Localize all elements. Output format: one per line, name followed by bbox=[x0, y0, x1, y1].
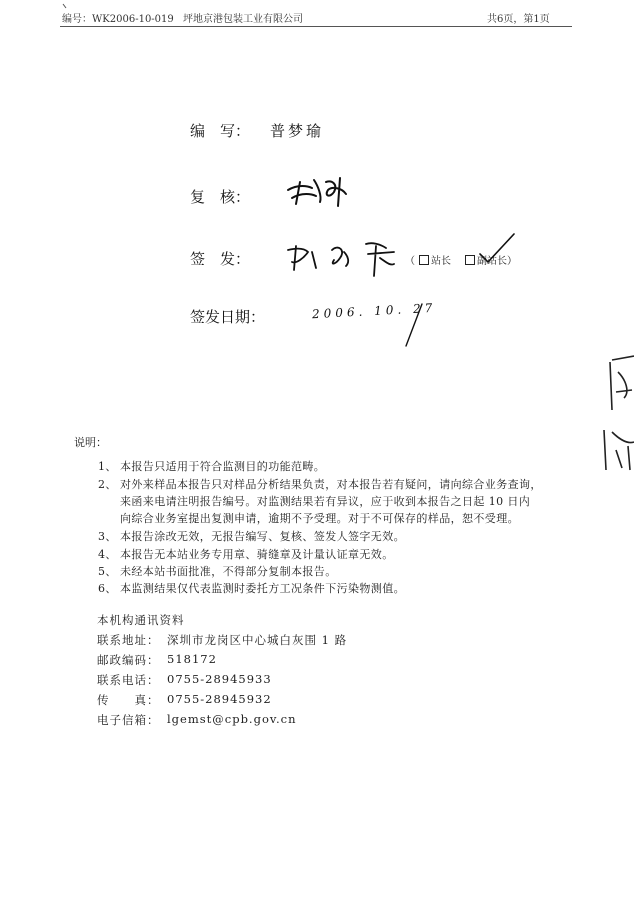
contact-address: 联系地址： 深圳市龙岗区中心城白灰围 1 路 bbox=[97, 633, 348, 647]
compiler-label: 编 写： bbox=[190, 122, 251, 140]
contact-postal: 邮政编码： 518172 bbox=[97, 652, 217, 667]
company-name: 坪地京港包装工业有限公司 bbox=[183, 14, 303, 25]
issuer-label: 签 发： bbox=[190, 250, 251, 268]
deputy-head-label: 副站长 bbox=[477, 256, 507, 267]
options-open: （ bbox=[405, 256, 415, 267]
compiler-name: 普梦瑜 bbox=[270, 122, 325, 140]
contact-phone: 联系电话： 0755-28945933 bbox=[97, 672, 272, 687]
header-rule bbox=[60, 26, 572, 27]
doc-number: 编号：WK2006-10-019 bbox=[62, 14, 174, 25]
options-close: ） bbox=[507, 256, 517, 267]
note-item: 1、 本报告只适用于符合监测目的功能范畴。 bbox=[98, 460, 326, 473]
contact-fax: 传 真： 0755-28945932 bbox=[97, 692, 272, 707]
page-info: 共6页，第1页 bbox=[487, 14, 550, 25]
note-item: 3、 本报告涂改无效，无报告编写、复核、签发人签字无效。 bbox=[98, 530, 405, 543]
notes-title: 说明： bbox=[74, 436, 107, 449]
issuer-signature bbox=[282, 236, 407, 280]
email-link[interactable]: lgemst@cpb.gov.cn bbox=[167, 712, 297, 726]
note-item: 5、 未经本站书面批准，不得部分复制本报告。 bbox=[98, 565, 337, 578]
note-item-continuation: 向综合业务室提出复测申请，逾期不予受理。对于不可保存的样品，恕不受理。 bbox=[120, 512, 519, 525]
date-label: 签发日期： bbox=[190, 308, 266, 326]
station-head-label: 站长 bbox=[431, 256, 451, 267]
station-head-checkbox[interactable] bbox=[419, 255, 429, 265]
note-item: 6、 本监测结果仅代表监测时委托方工况条件下污染物测值。 bbox=[98, 582, 405, 595]
note-item: 4、 本报告无本站业务专用章、骑缝章及计量认证章无效。 bbox=[98, 548, 394, 561]
deputy-head-checkbox[interactable] bbox=[465, 255, 475, 265]
issue-date: 2006. 10. 27 bbox=[311, 300, 437, 322]
issuer-role-options bbox=[405, 252, 517, 267]
contact-email: 电子信箱： lgemst@cpb.gov.cn bbox=[97, 712, 297, 727]
reviewer-label: 复 核： bbox=[190, 188, 251, 206]
note-item-continuation: 来函来电请注明报告编号。对监测结果若有异议，应于收到本报告之日起 10 日内 bbox=[120, 495, 531, 508]
note-item: 2、 对外来样品本报告只对样品分析结果负责，对本报告若有疑问，请向综合业务查询， bbox=[98, 478, 542, 491]
reviewer-signature bbox=[282, 172, 362, 210]
contact-title: 本机构通讯资料 bbox=[97, 613, 185, 627]
